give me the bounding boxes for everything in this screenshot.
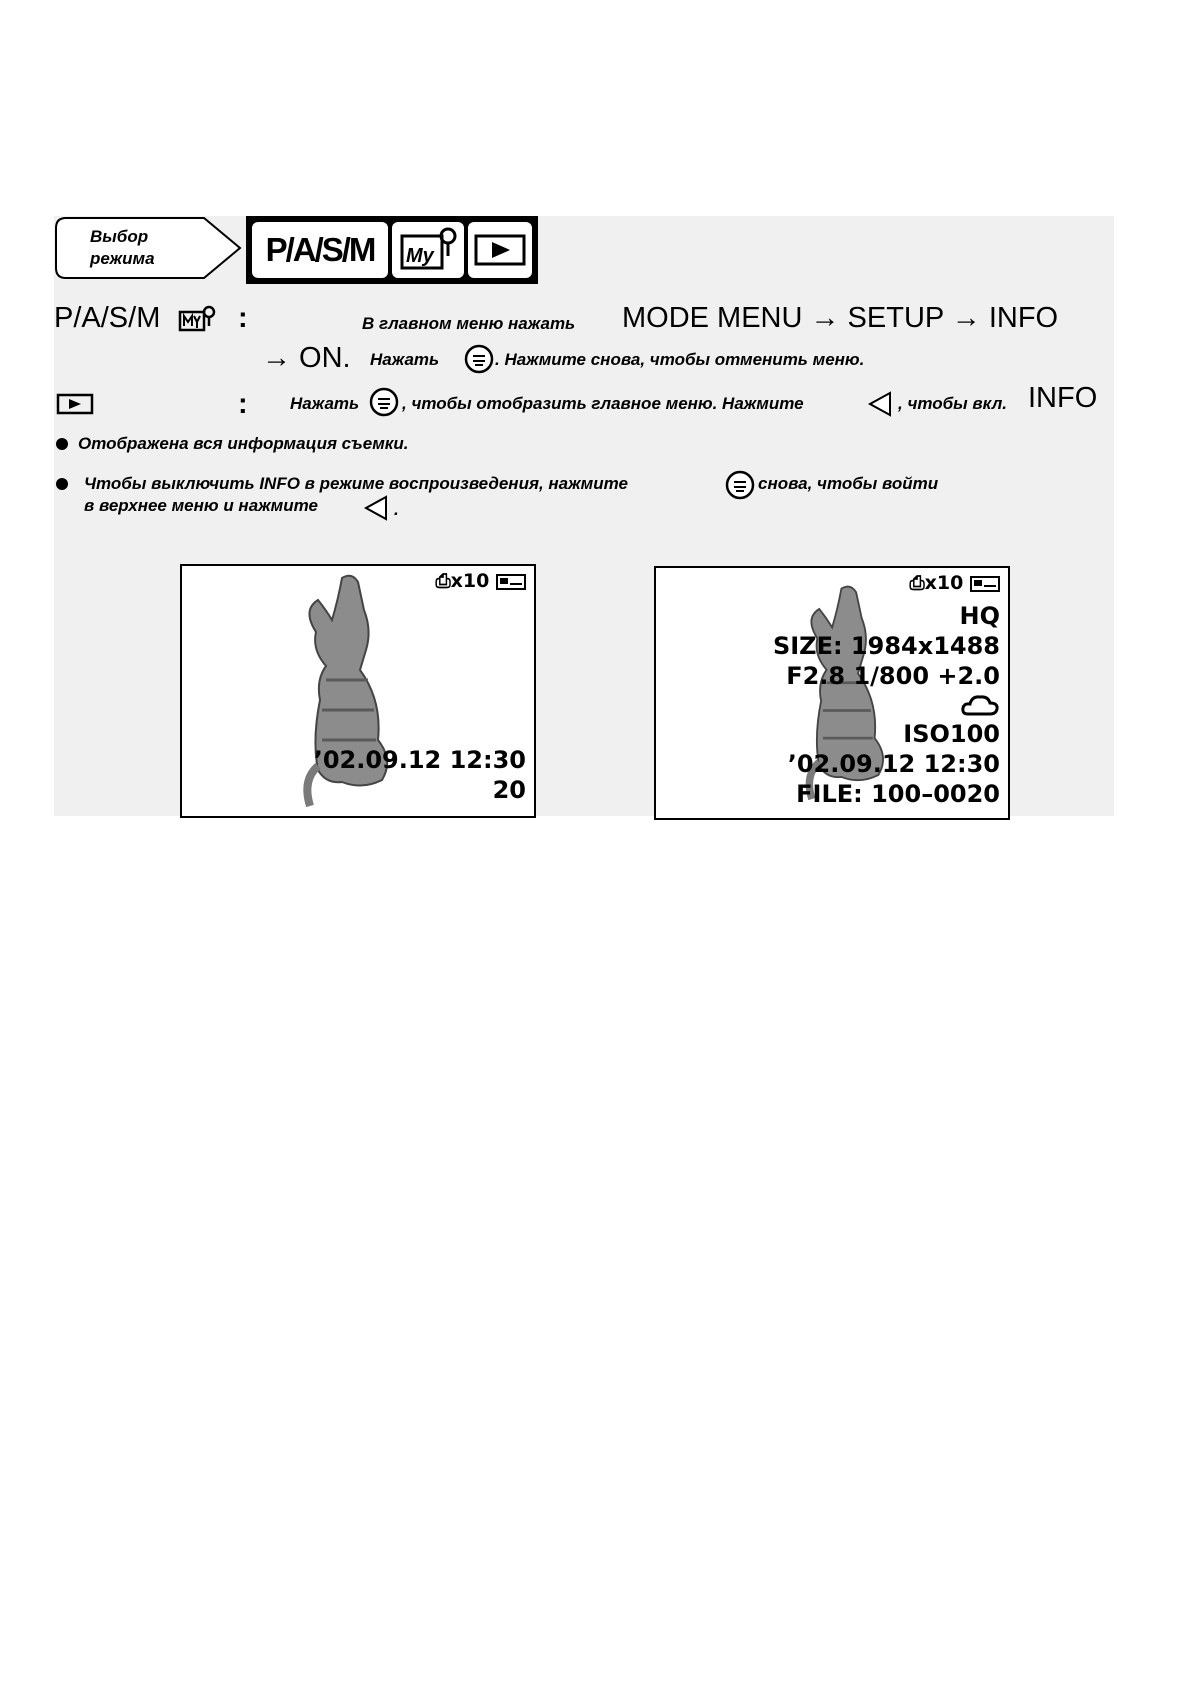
my-mode-icon: [392, 222, 464, 278]
bullet-text-1: Отображена вся информация съемки.: [78, 434, 409, 453]
my-mode-small-icon: [178, 304, 218, 334]
ok-button-icon: [724, 469, 756, 501]
mode-my-button[interactable]: [392, 222, 464, 278]
mode-pasm-button[interactable]: P/A/S/M: [252, 222, 388, 278]
print-icon: ⎙: [435, 570, 451, 592]
ok-button-icon: [463, 343, 495, 375]
play-end-text: , чтобы вкл.: [898, 394, 1008, 413]
lcd-quality: HQ: [959, 602, 1000, 630]
mode-selector-label: Выбор режима: [90, 227, 155, 268]
bullet-text-2b: снова, чтобы войти: [758, 474, 939, 493]
left-arrow-icon: [866, 390, 894, 418]
lcd-datetime: ’02.09.12 12:30: [787, 750, 1000, 778]
info-label: INFO: [1028, 382, 1098, 414]
play-colon: :: [238, 388, 248, 420]
bullet-text-2a: Чтобы выключить INFO в режиме воспроизведения, нажмите: [84, 474, 628, 493]
bullet-dot: [56, 478, 68, 490]
menu-path: MODE MENU → SETUP → INFO: [622, 302, 1059, 334]
my-mode-label: My: [406, 245, 434, 267]
playback-small-icon: [56, 392, 96, 416]
print-icon: ⎙: [909, 572, 925, 594]
play-middle-text: , чтобы отобразить главное меню. Нажмите: [402, 394, 804, 413]
lcd-status-row: ⎙x10: [435, 570, 526, 592]
play-press-text: Нажать: [290, 394, 360, 413]
ok-button-icon: [368, 386, 400, 418]
mode-play-button[interactable]: [468, 222, 532, 278]
cloudy-icon: [960, 692, 1000, 718]
playback-icon: [468, 222, 532, 278]
bullet-text-2c: в верхнее меню и нажмите: [84, 496, 318, 515]
cat-photo: [282, 570, 412, 810]
left-arrow-icon: [362, 494, 390, 522]
protect-card-icon: [496, 574, 526, 590]
lcd-status-row: ⎙x10: [909, 572, 1000, 594]
lcd-iso: ISO100: [903, 720, 1000, 748]
pasm-press-text: Нажать: [370, 350, 440, 369]
lcd-screen-basic: [180, 564, 536, 818]
lcd-datetime: ’02.09.12 12:30: [313, 746, 526, 774]
lcd-screen-info: [654, 566, 1010, 820]
protect-card-icon: [970, 576, 1000, 592]
pasm-mode-label: P/A/S/M: [54, 302, 161, 334]
lcd-exposure: F2.8 1/800 +2.0: [786, 662, 1000, 690]
bullet-dot: [56, 438, 68, 450]
menu-path-cont: → ON.: [262, 342, 351, 374]
bullet-text-2d: .: [394, 500, 399, 519]
pasm-after-press: . Нажмите снова, чтобы отменить меню.: [495, 350, 865, 369]
lcd-image-size: SIZE: 1984x1488: [772, 632, 1000, 660]
pasm-lead-text: В главном меню нажать: [362, 314, 576, 333]
pasm-colon: :: [238, 302, 248, 334]
lcd-file-number: FILE: 100–0020: [796, 780, 1000, 808]
lcd-frame-number: 20: [492, 776, 526, 804]
